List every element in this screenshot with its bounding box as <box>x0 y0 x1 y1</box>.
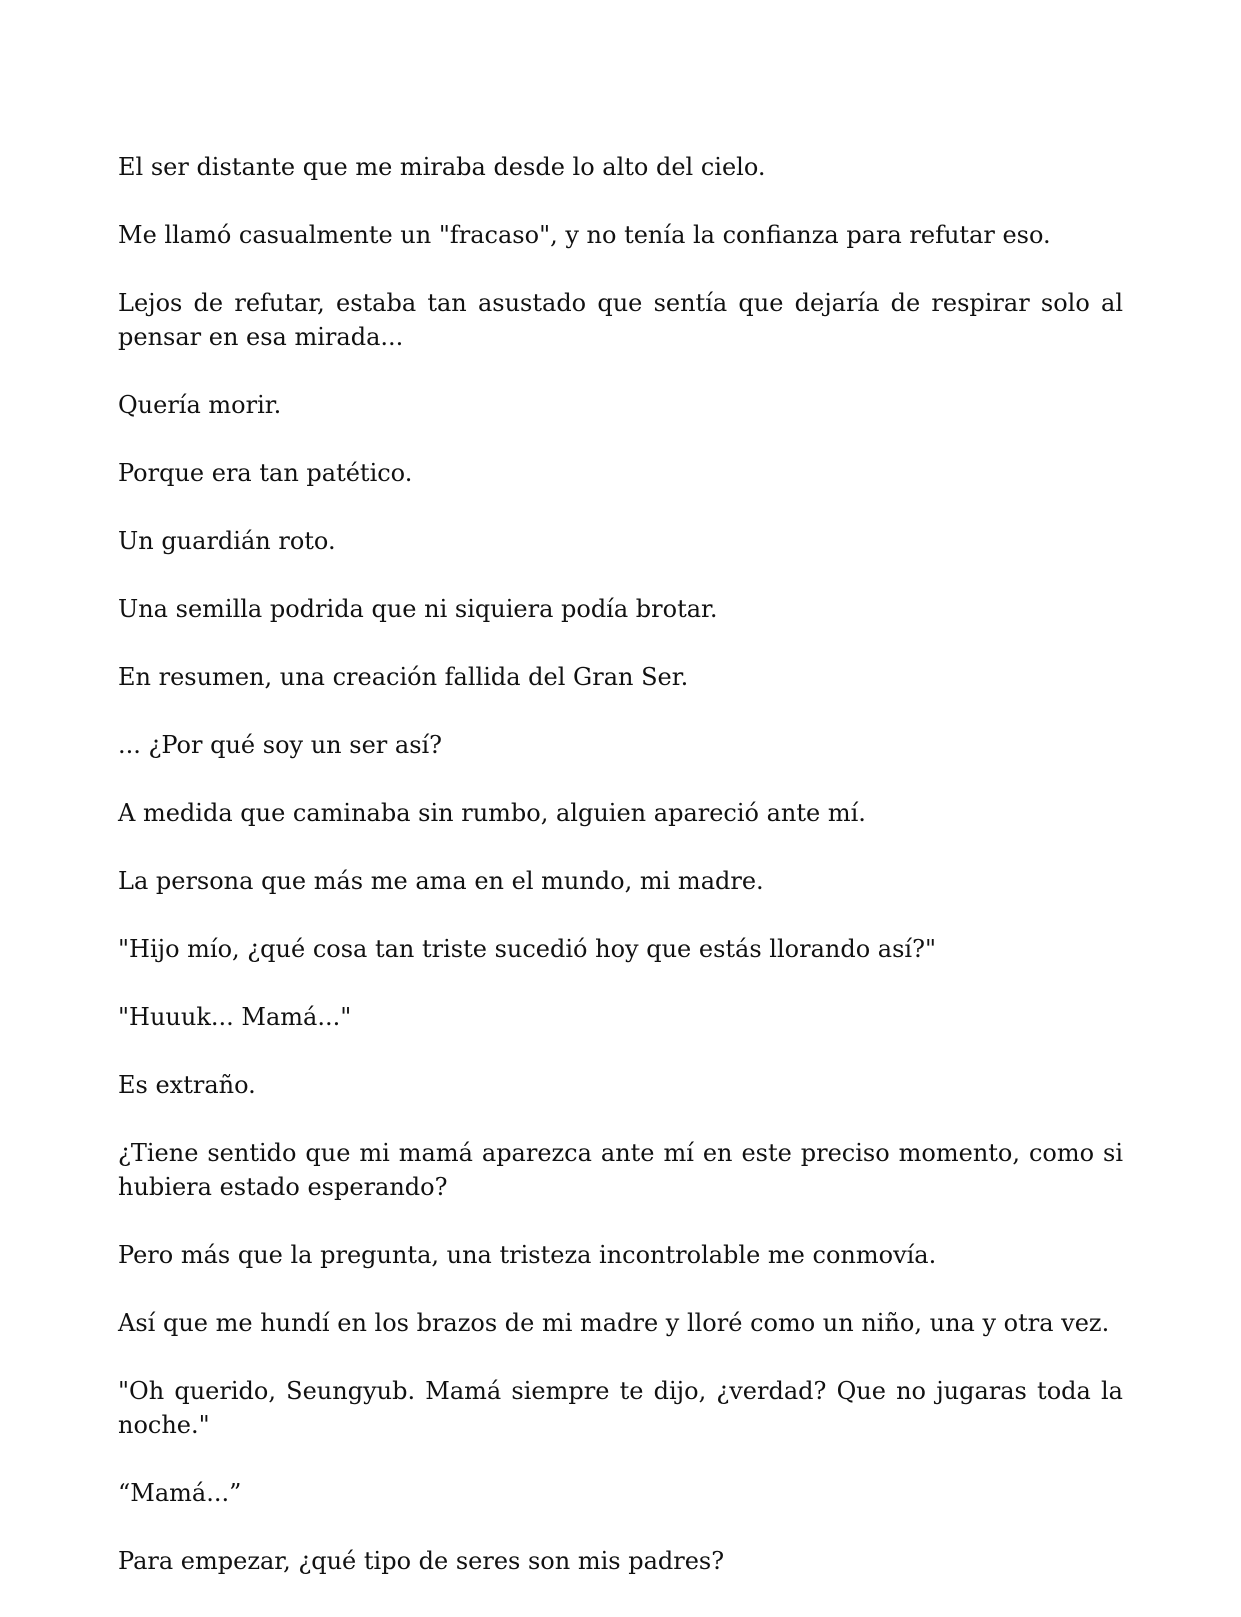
paragraph: Porque era tan patético. <box>118 459 413 487</box>
paragraph: Lejos de refutar, estaba tan asustado que sentía que dejaría de respirar solo al pensar en esa mirada... <box>118 289 1123 351</box>
paragraph: Una semilla podrida que ni siquiera podía brotar. <box>118 595 718 623</box>
paragraph: Me llamó casualmente un "fracaso", y no tenía la confianza para refutar eso. <box>118 221 1051 249</box>
paragraph: Es extraño. <box>118 1071 256 1099</box>
paragraph: ¿Tiene sentido que mi mamá aparezca ante mí en este preciso momento, como si hubiera estado esperando? <box>118 1139 1123 1201</box>
paragraph: “Mamá...” <box>118 1479 242 1507</box>
paragraph: "Huuuk... Mamá..." <box>118 1003 352 1031</box>
paragraph: "Oh querido, Seungyub. Mamá siempre te dijo, ¿verdad? Que no jugaras toda la noche." <box>118 1377 1123 1439</box>
paragraph: La persona que más me ama en el mundo, mi madre. <box>118 867 764 895</box>
paragraph: "Hijo mío, ¿qué cosa tan triste sucedió hoy que estás llorando así?" <box>118 935 936 963</box>
paragraph: ... ¿Por qué soy un ser así? <box>118 731 443 759</box>
paragraph: Quería morir. <box>118 391 282 419</box>
document-body <box>118 150 1123 1578</box>
paragraph: Un guardián roto. <box>118 527 336 555</box>
paragraph: El ser distante que me miraba desde lo alto del cielo. <box>118 153 766 181</box>
paragraph: En resumen, una creación fallida del Gran Ser. <box>118 663 689 691</box>
paragraph: Para empezar, ¿qué tipo de seres son mis padres? <box>118 1547 725 1575</box>
paragraph: Así que me hundí en los brazos de mi madre y lloré como un niño, una y otra vez. <box>118 1309 1110 1337</box>
paragraph: Pero más que la pregunta, una tristeza incontrolable me conmovía. <box>118 1241 937 1269</box>
paragraph: A medida que caminaba sin rumbo, alguien apareció ante mí. <box>118 799 866 827</box>
